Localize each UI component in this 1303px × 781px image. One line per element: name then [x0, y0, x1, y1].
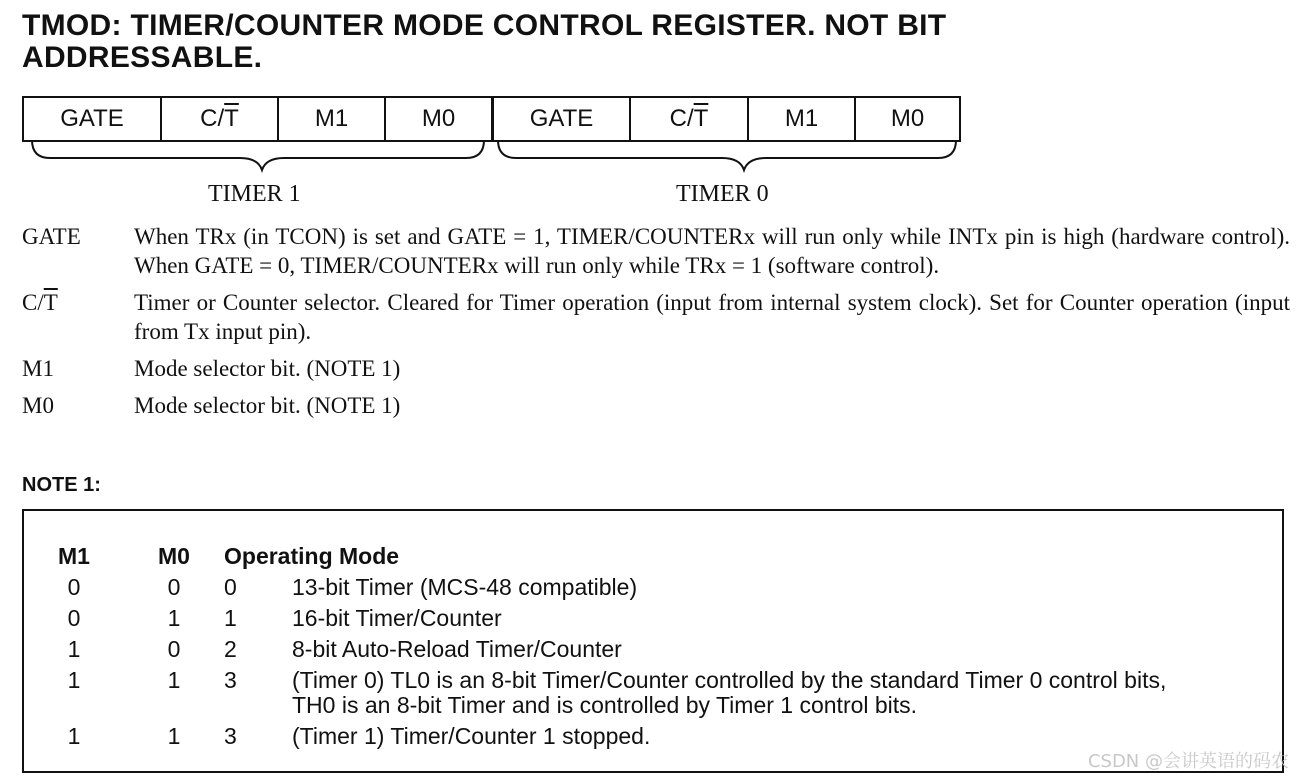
bit-definitions	[22, 222, 1290, 428]
cell-desc: 8-bit Auto-Reload Timer/Counter	[292, 636, 622, 662]
definition-m1	[22, 354, 1290, 383]
mode-table-box	[22, 509, 1284, 773]
cell-desc: (Timer 0) TL0 is an 8-bit Timer/Counter controlled by the standard Timer 0 control bits, TH0 is an 8-bit Timer and is controlled by Timer 1 control bits.	[292, 667, 1167, 718]
cell-m0: 1	[167, 667, 181, 693]
cell-mode: 3	[224, 667, 237, 693]
cell-m0: 0	[167, 636, 181, 662]
cell-desc: 16-bit Timer/Counter	[292, 605, 502, 631]
table-row	[54, 721, 1172, 752]
timer0-brace	[498, 140, 956, 170]
header-m0: M0	[158, 543, 190, 569]
bit-m0-timer0: M0	[890, 105, 925, 132]
definition-text: Mode selector bit. (NOTE 1)	[134, 356, 401, 381]
header-m1: M1	[58, 543, 90, 569]
bit-m0-timer1: M0	[386, 98, 494, 140]
bit-ct-timer1: C/ $\overline{T}$	[162, 98, 279, 140]
cell-m1: 1	[67, 636, 81, 662]
watermark: CSDN @会讲英语的码农	[1087, 751, 1289, 772]
table-row	[54, 634, 1172, 665]
definition-term: M1	[22, 356, 54, 381]
cell-m1: 0	[67, 574, 81, 600]
cell-mode: 1	[224, 605, 237, 631]
bit-m1-timer1: M1	[279, 98, 386, 140]
definition-term: $C/\overline{T}$	[22, 290, 58, 315]
page-title: TMOD: TIMER/COUNTER MODE CONTROL REGISTER. NOT BIT ADDRESSABLE.	[22, 9, 947, 74]
cell-m1: 0	[67, 605, 81, 631]
definition-text: Timer or Counter selector. Cleared for Timer operation (input from internal system clock). Set for Counter operation (input from Tx input pin).	[134, 290, 1290, 344]
definition-m0	[22, 391, 1290, 420]
cell-m0: 1	[167, 723, 181, 749]
definition-text: Mode selector bit. (NOTE 1)	[134, 393, 401, 418]
note-heading: NOTE 1:	[22, 474, 101, 496]
cell-m0: 0	[167, 574, 181, 600]
cell-m1: 1	[67, 723, 81, 749]
bit-gate-timer1: GATE	[24, 98, 162, 140]
timer1-label: TIMER 1	[208, 181, 301, 207]
timer-braces	[0, 0, 1303, 200]
cell-mode: 2	[224, 636, 237, 662]
definition-term: M0	[22, 393, 54, 418]
timer1-brace	[32, 140, 484, 170]
cell-desc: (Timer 1) Timer/Counter 1 stopped.	[292, 723, 651, 749]
table-header	[54, 541, 1172, 572]
definition-text: When TRx (in TCON) is set and GATE = 1, TIMER/COUNTERx will run only while INTx pin is high (hardware control). When GATE = 0, TIMER/COUNTERx will run only while TRx = 1 (software control).	[134, 224, 1290, 278]
bit-gate-timer0: GATE	[494, 98, 631, 140]
cell-m1: 1	[67, 667, 81, 693]
table-row	[54, 665, 1172, 721]
cell-desc: 13-bit Timer (MCS-48 compatible)	[292, 574, 638, 600]
mode-table	[54, 541, 1172, 752]
bit-ct-timer0: C/ $\overline{T}$	[631, 98, 749, 140]
cell-mode: 0	[224, 574, 237, 600]
bit-m1-timer0: M1	[749, 98, 856, 140]
timer0-label: TIMER 0	[676, 181, 769, 207]
cell-m0: 1	[167, 605, 181, 631]
header-operating-mode: Operating Mode	[224, 543, 400, 569]
definition-ct	[22, 288, 1290, 346]
cell-mode: 3	[224, 723, 237, 749]
definition-gate	[22, 222, 1290, 280]
table-row	[54, 572, 1172, 603]
definition-term: GATE	[22, 224, 81, 249]
table-row	[54, 603, 1172, 634]
